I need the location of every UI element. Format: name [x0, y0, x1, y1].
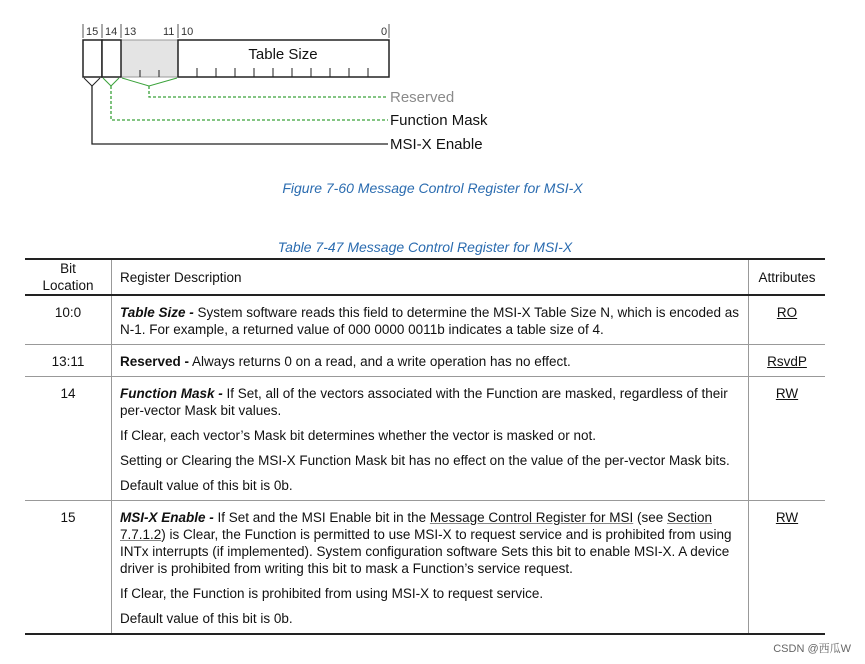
description-paragraph: Default value of this bit is 0b.	[120, 478, 293, 493]
function-mask-bit	[102, 40, 121, 77]
description-cell	[112, 377, 749, 501]
attribute-link[interactable]: RW	[775, 386, 799, 401]
bit-label-13: 13	[124, 26, 137, 38]
attribute-link[interactable]: RO	[776, 305, 798, 320]
register-figure	[0, 0, 865, 170]
msi-register-link[interactable]: Message Control Register for MSI	[429, 510, 634, 525]
legend-function-mask: Function Mask	[390, 112, 488, 129]
figure-caption: Figure 7-60 Message Control Register for MSI-X	[282, 180, 583, 196]
description-paragraph: If Clear, each vector’s Mask bit determines whether the vector is masked or not.	[120, 428, 596, 443]
header-attributes: Attributes	[749, 259, 826, 295]
header-register-description: Register Description	[112, 259, 749, 295]
attribute-link[interactable]: RW	[775, 510, 799, 525]
bit-location-cell: 10:0	[25, 295, 112, 345]
description-paragraph: Default value of this bit is 0b.	[120, 611, 293, 626]
bit-label-15: 15	[86, 26, 99, 38]
description-cell	[112, 295, 749, 345]
field-name: Function Mask -	[120, 386, 223, 401]
table-header-row	[25, 259, 825, 295]
description-text: Always returns 0 on a read, and a write operation has no effect.	[189, 354, 571, 369]
bit-label-0: 0	[381, 26, 388, 38]
description-text: If Set, all of the vectors associated with the Function are masked, regardless of their per-vector Mask bit values.	[120, 386, 728, 418]
table-caption: Table 7-47 Message Control Register for MSI-X	[277, 239, 573, 255]
table-row	[25, 345, 825, 377]
legend-msix-enable: MSI-X Enable	[390, 136, 483, 153]
description-text: If Set and the MSI Enable bit in the	[213, 510, 430, 525]
watermark: CSDN @西瓜W	[773, 643, 851, 655]
msix-enable-bit	[83, 40, 102, 77]
field-name: MSI-X Enable -	[120, 510, 214, 525]
description-cell	[112, 501, 749, 635]
header-bit-location: Bit Location	[25, 259, 112, 295]
bit-label-10: 10	[181, 26, 194, 38]
attribute-cell	[749, 377, 826, 501]
reserved-field	[121, 40, 178, 77]
description-text: ) is Clear, the Function is permitted to use MSI-X to request service and is prohibited from using INTx interrupts (if implemented). System configuration software Sets this bit to enable MSI-X. A device driver is prohibited from writing this bit to mask a Function’s service request.	[120, 527, 732, 576]
description-paragraph: Setting or Clearing the MSI-X Function Mask bit has no effect on the value of the per-vector Mask bits.	[120, 453, 730, 468]
description-text: (see	[633, 510, 667, 525]
register-table	[25, 258, 825, 635]
table-size-label: Table Size	[248, 46, 318, 63]
legend-reserved: Reserved	[390, 89, 455, 106]
attribute-cell	[749, 501, 826, 635]
attribute-link[interactable]: RsvdP	[767, 354, 807, 369]
bit-label-14: 14	[105, 26, 118, 38]
description-paragraph: If Clear, the Function is prohibited from using MSI-X to request service.	[120, 586, 544, 601]
table-row	[25, 295, 825, 345]
table-row	[25, 377, 825, 501]
table-row	[25, 501, 825, 635]
attribute-cell	[749, 295, 826, 345]
description-text: System software reads this field to determine the MSI-X Table Size N, which is encoded as N-1. For example, a returned value of 000 0000 0011b indicates a table size of 4.	[120, 305, 740, 337]
bit-label-11: 11	[163, 26, 175, 38]
section-link[interactable]: Section 7.7.1.2	[120, 510, 713, 542]
field-name: Table Size -	[120, 305, 194, 320]
bit-location-cell: 13:11	[25, 345, 112, 377]
description-cell	[112, 345, 749, 377]
attribute-cell	[749, 345, 826, 377]
field-name: Reserved -	[120, 354, 190, 369]
bit-location-cell: 14	[25, 377, 112, 501]
bit-location-cell: 15	[25, 501, 112, 635]
